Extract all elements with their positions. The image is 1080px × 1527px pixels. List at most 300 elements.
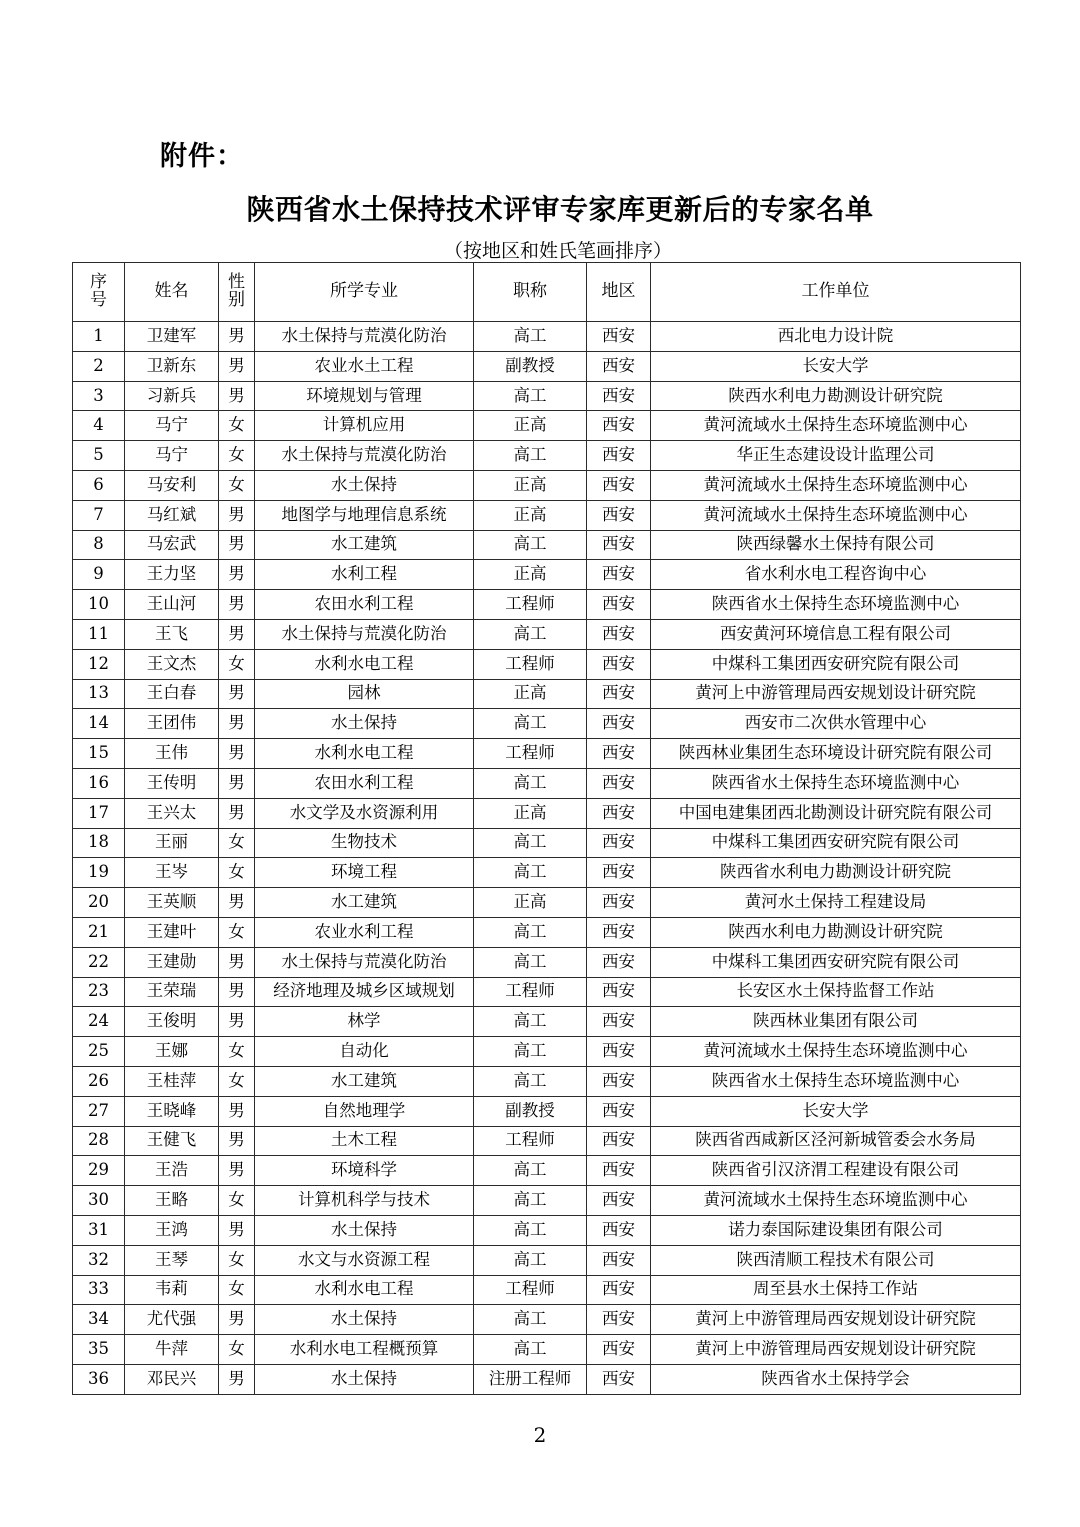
cell-region: 西安 [587,679,651,709]
cell-unit: 黄河流域水土保持生态环境监测中心 [651,1037,1021,1067]
cell-major: 水工建筑 [255,1066,474,1096]
cell-unit: 长安区水土保持监督工作站 [651,977,1021,1007]
table-row [73,1037,1021,1067]
cell-name: 王略 [125,1186,219,1216]
cell-gender: 男 [219,1364,255,1394]
column-header-major: 所学专业 [255,263,474,322]
cell-gender: 女 [219,1245,255,1275]
cell-major: 环境工程 [255,858,474,888]
cell-unit: 陕西清顺工程技术有限公司 [651,1245,1021,1275]
cell-name: 王兴太 [125,798,219,828]
cell-gender: 男 [219,798,255,828]
cell-seq: 2 [73,351,125,381]
cell-major: 水利工程 [255,560,474,590]
page-title: 陕西省水土保持技术评审专家库更新后的专家名单 [246,193,874,226]
cell-region: 西安 [587,1335,651,1365]
cell-title: 高工 [474,709,587,739]
cell-name: 王娜 [125,1037,219,1067]
table-row [73,590,1021,620]
cell-gender: 男 [219,590,255,620]
cell-unit: 陕西省西咸新区泾河新城管委会水务局 [651,1126,1021,1156]
cell-unit: 华正生态建设设计监理公司 [651,441,1021,471]
cell-major: 水土保持与荒漠化防治 [255,619,474,649]
cell-name: 王健飞 [125,1126,219,1156]
cell-gender: 男 [219,500,255,530]
cell-seq: 34 [73,1305,125,1335]
cell-major: 水利水电工程 [255,649,474,679]
cell-title: 副教授 [474,1096,587,1126]
cell-name: 王桂萍 [125,1066,219,1096]
cell-title: 正高 [474,500,587,530]
cell-unit: 陕西省水土保持生态环境监测中心 [651,768,1021,798]
cell-seq: 33 [73,1275,125,1305]
cell-name: 王晓峰 [125,1096,219,1126]
cell-name: 王飞 [125,619,219,649]
cell-seq: 11 [73,619,125,649]
cell-seq: 9 [73,560,125,590]
cell-unit: 陕西省引汉济渭工程建设有限公司 [651,1156,1021,1186]
cell-unit: 周至县水土保持工作站 [651,1275,1021,1305]
cell-seq: 6 [73,470,125,500]
cell-region: 西安 [587,1305,651,1335]
cell-title: 高工 [474,1215,587,1245]
cell-seq: 30 [73,1186,125,1216]
cell-gender: 女 [219,1186,255,1216]
cell-name: 王浩 [125,1156,219,1186]
cell-title: 正高 [474,560,587,590]
cell-region: 西安 [587,381,651,411]
cell-name: 马宁 [125,441,219,471]
cell-major: 水文与水资源工程 [255,1245,474,1275]
cell-unit: 陕西省水土保持生态环境监测中心 [651,1066,1021,1096]
cell-unit: 黄河流域水土保持生态环境监测中心 [651,1186,1021,1216]
cell-region: 西安 [587,768,651,798]
table-row [73,1126,1021,1156]
expert-roster-table [72,262,1021,1395]
cell-region: 西安 [587,1215,651,1245]
cell-region: 西安 [587,1007,651,1037]
cell-seq: 17 [73,798,125,828]
cell-name: 王文杰 [125,649,219,679]
table-row [73,1007,1021,1037]
cell-title: 高工 [474,1245,587,1275]
cell-name: 习新兵 [125,381,219,411]
cell-name: 王山河 [125,590,219,620]
cell-name: 王丽 [125,828,219,858]
cell-seq: 23 [73,977,125,1007]
cell-seq: 32 [73,1245,125,1275]
cell-name: 马宁 [125,411,219,441]
cell-major: 水利水电工程 [255,739,474,769]
cell-major: 环境规划与管理 [255,381,474,411]
cell-seq: 4 [73,411,125,441]
cell-major: 林学 [255,1007,474,1037]
cell-region: 西安 [587,560,651,590]
table-row [73,1245,1021,1275]
cell-name: 王琴 [125,1245,219,1275]
cell-name: 王英顺 [125,888,219,918]
cell-unit: 中煤科工集团西安研究院有限公司 [651,947,1021,977]
cell-title: 高工 [474,1007,587,1037]
cell-seq: 27 [73,1096,125,1126]
cell-seq: 8 [73,530,125,560]
table-row [73,500,1021,530]
cell-seq: 13 [73,679,125,709]
cell-major: 自动化 [255,1037,474,1067]
cell-name: 牛萍 [125,1335,219,1365]
cell-seq: 28 [73,1126,125,1156]
cell-title: 高工 [474,619,587,649]
cell-name: 王白春 [125,679,219,709]
cell-seq: 14 [73,709,125,739]
cell-region: 西安 [587,649,651,679]
cell-gender: 男 [219,1305,255,1335]
cell-region: 西安 [587,411,651,441]
column-header-seq [73,263,125,322]
cell-title: 工程师 [474,977,587,1007]
cell-gender: 男 [219,351,255,381]
cell-unit: 省水利水电工程咨询中心 [651,560,1021,590]
cell-seq: 10 [73,590,125,620]
cell-unit: 陕西林业集团有限公司 [651,1007,1021,1037]
cell-major: 水文学及水资源利用 [255,798,474,828]
cell-region: 西安 [587,947,651,977]
cell-unit: 黄河流域水土保持生态环境监测中心 [651,411,1021,441]
attachment-label: 附件： [160,141,244,172]
table-row [73,739,1021,769]
cell-major: 水土保持 [255,1305,474,1335]
cell-gender: 女 [219,858,255,888]
cell-name: 王传明 [125,768,219,798]
table-row [73,381,1021,411]
cell-seq: 26 [73,1066,125,1096]
cell-seq: 12 [73,649,125,679]
column-header-gender-line2: 别 [228,289,245,310]
column-header-gender-line1: 性 [228,271,245,292]
cell-name: 王团伟 [125,709,219,739]
column-header-seq-line1: 序 [90,271,107,292]
cell-name: 王俊明 [125,1007,219,1037]
cell-major: 水土保持与荒漠化防治 [255,441,474,471]
cell-major: 农田水利工程 [255,768,474,798]
cell-unit: 陕西省水土保持生态环境监测中心 [651,590,1021,620]
cell-name: 王建叶 [125,917,219,947]
cell-seq: 31 [73,1215,125,1245]
cell-title: 副教授 [474,351,587,381]
table-row [73,1335,1021,1365]
cell-region: 西安 [587,1066,651,1096]
cell-region: 西安 [587,709,651,739]
table-row [73,1275,1021,1305]
cell-gender: 男 [219,1156,255,1186]
cell-region: 西安 [587,1245,651,1275]
cell-region: 西安 [587,828,651,858]
cell-gender: 女 [219,649,255,679]
cell-gender: 女 [219,1275,255,1305]
cell-unit: 陕西水利电力勘测设计研究院 [651,917,1021,947]
table-row [73,530,1021,560]
column-header-name: 姓名 [125,263,219,322]
cell-title: 正高 [474,679,587,709]
table-row [73,768,1021,798]
cell-region: 西安 [587,858,651,888]
cell-major: 水土保持 [255,709,474,739]
expert-table-container [72,262,1020,1395]
cell-seq: 21 [73,917,125,947]
cell-region: 西安 [587,351,651,381]
cell-unit: 黄河流域水土保持生态环境监测中心 [651,470,1021,500]
table-row [73,441,1021,471]
cell-major: 计算机科学与技术 [255,1186,474,1216]
table-row [73,322,1021,352]
cell-title: 工程师 [474,649,587,679]
cell-region: 西安 [587,977,651,1007]
cell-major: 园林 [255,679,474,709]
table-row [73,858,1021,888]
cell-major: 水土保持 [255,1215,474,1245]
cell-major: 水利水电工程概预算 [255,1335,474,1365]
cell-gender: 女 [219,470,255,500]
cell-title: 高工 [474,917,587,947]
cell-region: 西安 [587,1275,651,1305]
cell-title: 高工 [474,1186,587,1216]
cell-seq: 1 [73,322,125,352]
cell-seq: 29 [73,1156,125,1186]
cell-gender: 女 [219,1335,255,1365]
cell-title: 工程师 [474,1126,587,1156]
table-row [73,1215,1021,1245]
cell-title: 高工 [474,441,587,471]
cell-major: 农田水利工程 [255,590,474,620]
cell-seq: 24 [73,1007,125,1037]
cell-seq: 25 [73,1037,125,1067]
cell-unit: 黄河上中游管理局西安规划设计研究院 [651,1305,1021,1335]
cell-major: 土木工程 [255,1126,474,1156]
cell-gender: 男 [219,739,255,769]
table-row [73,709,1021,739]
page-subtitle: （按地区和姓氏笔画排序） [443,240,672,262]
cell-name: 尤代强 [125,1305,219,1335]
cell-region: 西安 [587,590,651,620]
table-row [73,828,1021,858]
cell-seq: 35 [73,1335,125,1365]
cell-unit: 黄河上中游管理局西安规划设计研究院 [651,679,1021,709]
cell-region: 西安 [587,619,651,649]
cell-name: 王鸿 [125,1215,219,1245]
cell-title: 高工 [474,1037,587,1067]
cell-title: 高工 [474,322,587,352]
table-row [73,470,1021,500]
cell-unit: 中国电建集团西北勘测设计研究院有限公司 [651,798,1021,828]
cell-seq: 19 [73,858,125,888]
cell-region: 西安 [587,322,651,352]
table-row [73,619,1021,649]
cell-region: 西安 [587,530,651,560]
table-row [73,351,1021,381]
cell-gender: 男 [219,888,255,918]
cell-gender: 男 [219,322,255,352]
cell-name: 韦莉 [125,1275,219,1305]
cell-gender: 女 [219,917,255,947]
cell-major: 农业水利工程 [255,917,474,947]
cell-name: 王建勋 [125,947,219,977]
cell-title: 高工 [474,530,587,560]
cell-seq: 15 [73,739,125,769]
cell-region: 西安 [587,1096,651,1126]
cell-title: 正高 [474,888,587,918]
table-header [73,263,1021,322]
cell-region: 西安 [587,441,651,471]
cell-title: 工程师 [474,1275,587,1305]
cell-name: 王力坚 [125,560,219,590]
cell-region: 西安 [587,1037,651,1067]
table-row [73,1066,1021,1096]
cell-major: 地图学与地理信息系统 [255,500,474,530]
cell-gender: 男 [219,1096,255,1126]
cell-gender: 男 [219,768,255,798]
cell-unit: 陕西省水土保持学会 [651,1364,1021,1394]
cell-unit: 西安黄河环境信息工程有限公司 [651,619,1021,649]
cell-name: 马安利 [125,470,219,500]
cell-gender: 女 [219,828,255,858]
cell-seq: 20 [73,888,125,918]
cell-seq: 36 [73,1364,125,1394]
cell-gender: 男 [219,381,255,411]
cell-gender: 男 [219,1126,255,1156]
cell-unit: 中煤科工集团西安研究院有限公司 [651,649,1021,679]
cell-gender: 男 [219,530,255,560]
cell-title: 高工 [474,828,587,858]
cell-title: 高工 [474,1335,587,1365]
cell-major: 计算机应用 [255,411,474,441]
cell-title: 高工 [474,1156,587,1186]
cell-unit: 陕西省水利电力勘测设计研究院 [651,858,1021,888]
cell-unit: 长安大学 [651,351,1021,381]
cell-unit: 黄河水土保持工程建设局 [651,888,1021,918]
cell-region: 西安 [587,500,651,530]
cell-region: 西安 [587,917,651,947]
cell-region: 西安 [587,1156,651,1186]
cell-unit: 中煤科工集团西安研究院有限公司 [651,828,1021,858]
cell-gender: 女 [219,1066,255,1096]
cell-title: 高工 [474,858,587,888]
cell-title: 高工 [474,381,587,411]
cell-gender: 男 [219,977,255,1007]
table-row [73,1156,1021,1186]
column-header-region: 地区 [587,263,651,322]
cell-gender: 男 [219,947,255,977]
cell-region: 西安 [587,470,651,500]
cell-major: 水利水电工程 [255,1275,474,1305]
cell-major: 水土保持 [255,470,474,500]
table-row [73,977,1021,1007]
cell-title: 高工 [474,947,587,977]
cell-title: 高工 [474,1066,587,1096]
cell-region: 西安 [587,1364,651,1394]
cell-major: 水土保持与荒漠化防治 [255,947,474,977]
table-row [73,679,1021,709]
cell-gender: 男 [219,1007,255,1037]
cell-major: 农业水土工程 [255,351,474,381]
table-row [73,798,1021,828]
table-row [73,1305,1021,1335]
cell-unit: 黄河上中游管理局西安规划设计研究院 [651,1335,1021,1365]
cell-region: 西安 [587,888,651,918]
cell-unit: 黄河流域水土保持生态环境监测中心 [651,500,1021,530]
cell-region: 西安 [587,1126,651,1156]
table-row [73,411,1021,441]
cell-major: 自然地理学 [255,1096,474,1126]
cell-name: 王岑 [125,858,219,888]
table-row [73,947,1021,977]
cell-gender: 女 [219,1037,255,1067]
table-header-row [73,263,1021,322]
cell-title: 高工 [474,768,587,798]
column-header-title: 职称 [474,263,587,322]
cell-title: 高工 [474,1305,587,1335]
cell-seq: 16 [73,768,125,798]
cell-name: 王伟 [125,739,219,769]
cell-name: 卫建军 [125,322,219,352]
table-row [73,560,1021,590]
cell-title: 正高 [474,798,587,828]
table-row [73,1096,1021,1126]
cell-seq: 18 [73,828,125,858]
table-row [73,888,1021,918]
cell-gender: 男 [219,1215,255,1245]
cell-unit: 陕西林业集团生态环境设计研究院有限公司 [651,739,1021,769]
cell-seq: 5 [73,441,125,471]
cell-title: 工程师 [474,590,587,620]
column-header-unit: 工作单位 [651,263,1021,322]
cell-title: 正高 [474,411,587,441]
cell-major: 水工建筑 [255,530,474,560]
cell-gender: 男 [219,679,255,709]
cell-title: 正高 [474,470,587,500]
table-row [73,1186,1021,1216]
cell-major: 水土保持 [255,1364,474,1394]
cell-unit: 西北电力设计院 [651,322,1021,352]
cell-gender: 男 [219,560,255,590]
column-header-seq-line2: 号 [90,289,107,310]
cell-region: 西安 [587,1186,651,1216]
cell-major: 水工建筑 [255,888,474,918]
cell-seq: 7 [73,500,125,530]
cell-major: 环境科学 [255,1156,474,1186]
page-number: 2 [533,1423,547,1447]
cell-title: 注册工程师 [474,1364,587,1394]
cell-major: 水土保持与荒漠化防治 [255,322,474,352]
table-row [73,1364,1021,1394]
table-body [73,322,1021,1395]
cell-seq: 3 [73,381,125,411]
cell-unit: 陕西绿馨水土保持有限公司 [651,530,1021,560]
cell-region: 西安 [587,798,651,828]
cell-major: 经济地理及城乡区域规划 [255,977,474,1007]
table-row [73,917,1021,947]
column-header-gender [219,263,255,322]
cell-major: 生物技术 [255,828,474,858]
cell-title: 工程师 [474,739,587,769]
cell-unit: 长安大学 [651,1096,1021,1126]
cell-seq: 22 [73,947,125,977]
cell-gender: 女 [219,441,255,471]
cell-name: 马宏武 [125,530,219,560]
cell-name: 马红斌 [125,500,219,530]
cell-unit: 陕西水利电力勘测设计研究院 [651,381,1021,411]
cell-gender: 男 [219,619,255,649]
cell-region: 西安 [587,739,651,769]
